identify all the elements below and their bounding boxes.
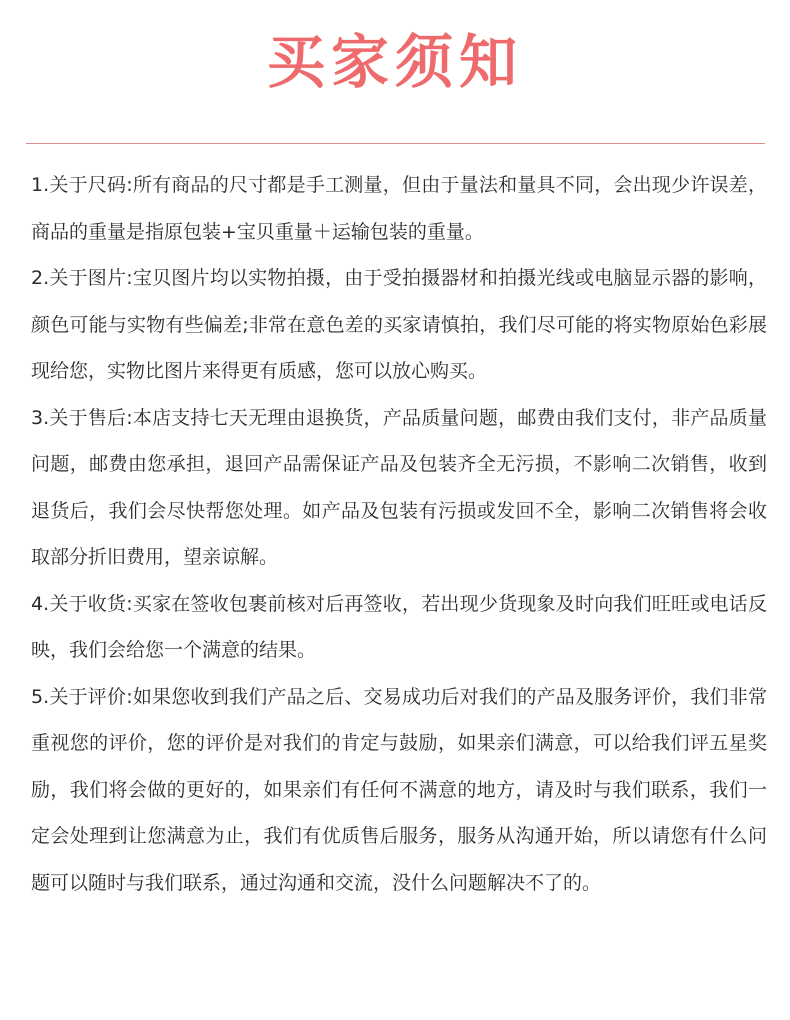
title-divider <box>26 143 765 144</box>
notice-section-size: 1.关于尺码:所有商品的尺寸都是手工测量，但由于量法和量具不同，会出现少许误差，商品的重量是指原包装+宝贝重量＋运输包装的重量。 <box>31 174 767 243</box>
notice-section-receiving: 4.关于收货:买家在签收包裹前核对后再签收，若出现少货现象及时向我们旺旺或电话反映，我们会给您一个满意的结果。 <box>31 592 767 661</box>
notice-section-reviews: 5.关于评价:如果您收到我们产品之后、交易成功后对我们的产品及服务评价，我们非常重视您的评价，您的评价是对我们的肯定与鼓励，如果亲们满意，可以给我们评五星奖励，我们将会做的更好的，如果亲们有任何不满意的地方，请及时与我们联系，我们一定会处理到让您满意为止，我们有优质售后服务，服务从沟通开始，所以请您有什么问题可以随时与我们联系，通过沟通和交流，没什么问题解决不了的。 <box>31 685 767 894</box>
notice-content <box>31 162 767 906</box>
notice-section-after-sales: 3.关于售后:本店支持七天无理由退换货，产品质量问题，邮费由我们支付，非产品质量问题，邮费由您承担，退回产品需保证产品及包装齐全无污损，不影响二次销售，收到退货后，我们会尽快帮您处理。如产品及包装有污损或发回不全，影响二次销售将会收取部分折旧费用，望亲谅解。 <box>31 406 767 568</box>
notice-section-images: 2.关于图片:宝贝图片均以实物拍摄，由于受拍摄器材和拍摄光线或电脑显示器的影响，颜色可能与实物有些偏差;非常在意色差的买家请慎拍，我们尽可能的将实物原始色彩展现给您，实物比图片来得更有质感，您可以放心购买。 <box>31 267 767 382</box>
page-title: 买家须知 <box>266 28 523 96</box>
